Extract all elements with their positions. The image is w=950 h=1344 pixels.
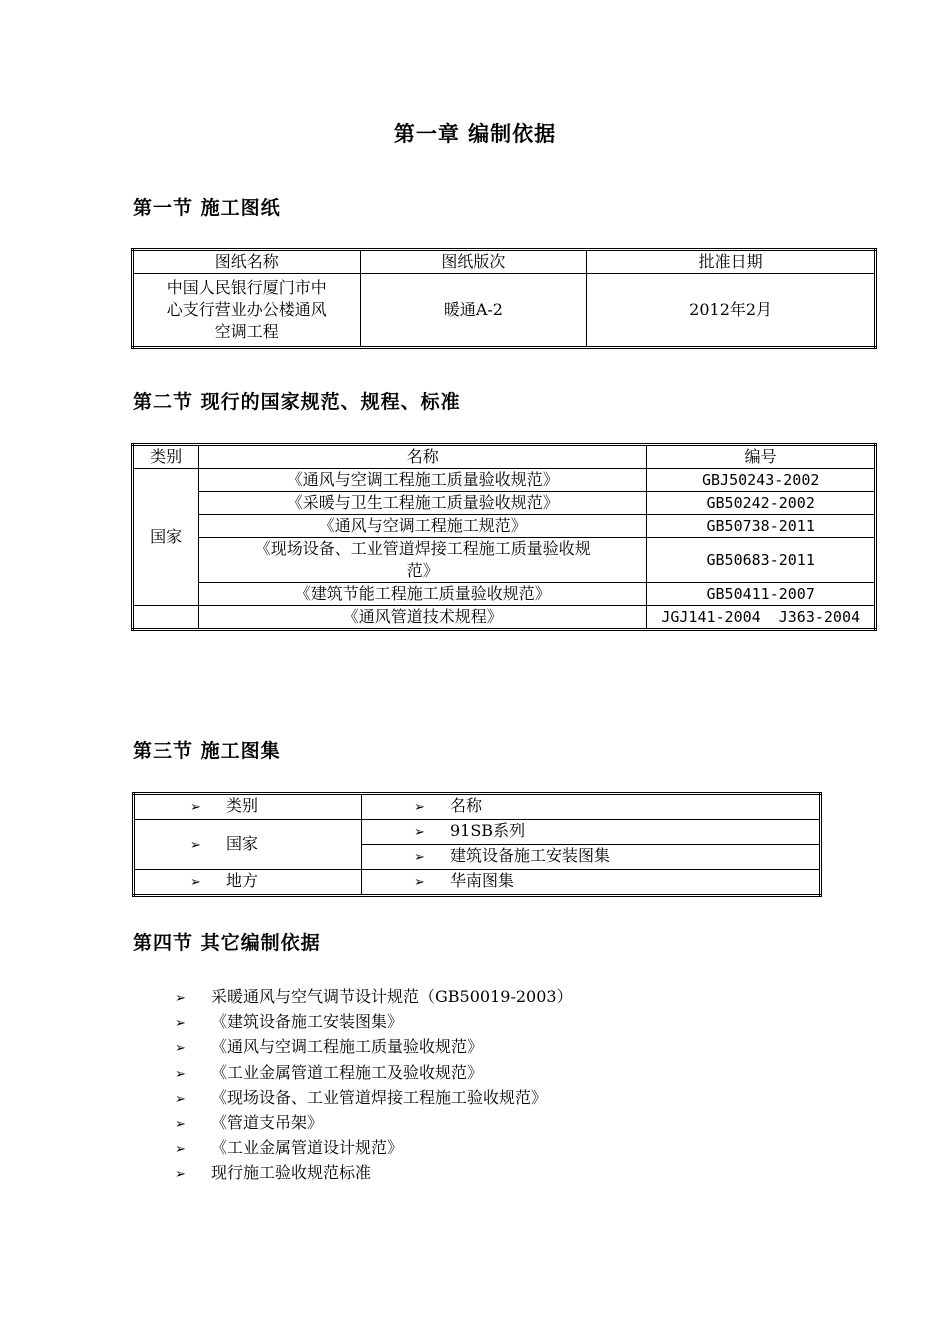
bullet-arrow-icon: ➢ xyxy=(175,1066,186,1082)
list-item-text: 采暖通风与空气调节设计规范（GB50019-2003） xyxy=(211,987,573,1006)
table-row xyxy=(134,820,821,845)
standard-name-cell: 《采暖与卫生工程施工质量验收规范》 xyxy=(199,492,647,515)
table-row xyxy=(133,492,876,515)
approval-date-cell: 2012年2月 xyxy=(587,274,876,348)
list-item-text: 《建筑设备施工安装图集》 xyxy=(211,1012,404,1032)
standard-code-cell: JGJ141-2004 J363-2004 xyxy=(647,606,876,630)
standard-name-line: 范》 xyxy=(406,561,439,580)
list-item-text: 《工业金属管道工程施工及验收规范》 xyxy=(211,1062,484,1082)
section-1-title: 第一节 施工图纸 xyxy=(133,197,281,219)
atlas-category-cell xyxy=(134,870,362,896)
list-item xyxy=(175,1035,573,1060)
list-item-text: 《工业金属管道设计规范》 xyxy=(211,1138,404,1158)
atlas-name-cell xyxy=(361,845,820,870)
standards-table xyxy=(131,443,877,631)
drawings-table-header xyxy=(133,250,876,274)
list-item xyxy=(175,1161,573,1186)
bullet-arrow-icon: ➢ xyxy=(413,850,425,865)
section-3-title: 第三节 施工图集 xyxy=(133,740,281,762)
atlas-table-header xyxy=(134,794,821,820)
drawing-name-line: 心支行营业办公楼通风 xyxy=(166,300,327,319)
list-item xyxy=(175,1086,573,1111)
atlas-table xyxy=(132,792,822,897)
bullet-arrow-icon: ➢ xyxy=(175,991,186,1006)
bullet-arrow-icon: ➢ xyxy=(413,875,425,890)
atlas-name-cell xyxy=(361,820,820,845)
header-cell: 图纸名称 xyxy=(133,250,361,274)
header-cell xyxy=(361,794,820,820)
table-row xyxy=(133,538,876,583)
header-cell: 编号 xyxy=(647,445,876,469)
chapter-title: 第一章 编制依据 xyxy=(393,121,557,146)
bullet-arrow-icon: ➢ xyxy=(413,800,425,815)
category-cell: 国家 xyxy=(133,469,199,606)
list-item-text: 《通风与空调工程施工质量验收规范》 xyxy=(211,1037,484,1057)
atlas-name-cell xyxy=(361,870,820,896)
header-cell: 名称 xyxy=(199,445,647,469)
bullet-arrow-icon: ➢ xyxy=(175,1117,186,1133)
header-label: 类别 xyxy=(226,796,259,815)
standard-name-cell: 《通风管道技术规程》 xyxy=(199,606,647,630)
standard-name-cell: 《通风与空调工程施工质量验收规范》 xyxy=(199,469,647,492)
atlas-name: 91SB系列 xyxy=(449,821,526,840)
standard-code-cell: GB50242-2002 xyxy=(647,492,876,515)
bullet-arrow-icon: ➢ xyxy=(190,800,201,815)
list-item xyxy=(175,1010,573,1035)
section-4-title: 第四节 其它编制依据 xyxy=(133,932,321,954)
bullet-arrow-icon: ➢ xyxy=(190,837,201,853)
category-label: 地方 xyxy=(226,871,259,890)
category-label: 国家 xyxy=(226,833,259,853)
table-row xyxy=(133,583,876,606)
list-item xyxy=(175,1136,573,1161)
header-cell: 图纸版次 xyxy=(360,250,587,274)
standards-table-header xyxy=(133,445,876,469)
standard-name-line: 《现场设备、工业管道焊接工程施工质量验收规 xyxy=(254,539,591,558)
header-cell: 类别 xyxy=(133,445,199,469)
bullet-arrow-icon: ➢ xyxy=(413,825,425,840)
table-row xyxy=(133,515,876,538)
section-2-title: 第二节 现行的国家规范、规程、标准 xyxy=(133,391,461,413)
drawing-name-line: 中国人民银行厦门市中 xyxy=(166,278,327,297)
bullet-arrow-icon: ➢ xyxy=(175,1167,186,1183)
table-row xyxy=(134,870,821,896)
bullet-arrow-icon: ➢ xyxy=(190,875,201,890)
list-item xyxy=(175,1061,573,1086)
list-item-text: 《现场设备、工业管道焊接工程施工验收规范》 xyxy=(211,1087,548,1107)
table-row xyxy=(133,469,876,492)
standard-code-cell: GB50411-2007 xyxy=(647,583,876,606)
other-basis-list xyxy=(175,985,573,1187)
list-item-text: 现行施工验收规范标准 xyxy=(211,1163,372,1183)
list-item xyxy=(175,985,573,1010)
header-label: 名称 xyxy=(449,796,482,815)
atlas-name: 建筑设备施工安装图集 xyxy=(449,846,610,865)
bullet-arrow-icon: ➢ xyxy=(175,1041,186,1057)
bullet-arrow-icon: ➢ xyxy=(175,1091,186,1107)
drawings-table xyxy=(131,248,877,349)
standard-code-cell: GB50683-2011 xyxy=(647,538,876,583)
bullet-arrow-icon: ➢ xyxy=(175,1016,186,1032)
standard-name-cell: 《通风与空调工程施工规范》 xyxy=(199,515,647,538)
drawing-name-cell xyxy=(133,274,361,348)
atlas-name: 华南图集 xyxy=(449,871,514,890)
list-item xyxy=(175,1111,573,1136)
atlas-category-cell xyxy=(134,820,362,870)
header-cell xyxy=(134,794,362,820)
bullet-arrow-icon: ➢ xyxy=(175,1142,186,1158)
category-cell-empty xyxy=(133,606,199,630)
standard-code-cell: GB50738-2011 xyxy=(647,515,876,538)
drawing-name-line: 空调工程 xyxy=(214,322,279,341)
standard-code-cell: GBJ50243-2002 xyxy=(647,469,876,492)
drawing-version-cell: 暖通A-2 xyxy=(360,274,587,348)
standard-name-cell xyxy=(199,538,647,583)
table-row xyxy=(133,606,876,630)
header-cell: 批准日期 xyxy=(587,250,876,274)
table-row xyxy=(133,274,876,348)
list-item-text: 《管道支吊架》 xyxy=(211,1113,324,1133)
standard-name-cell: 《建筑节能工程施工质量验收规范》 xyxy=(199,583,647,606)
